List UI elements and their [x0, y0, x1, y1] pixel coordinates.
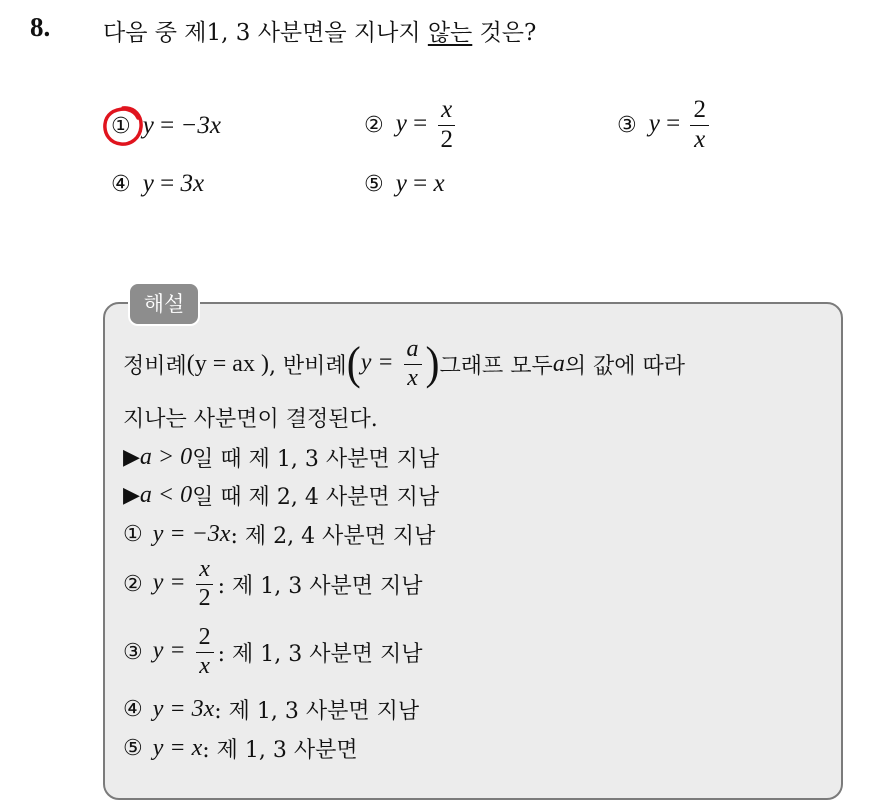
solution-line-9: [123, 733, 358, 764]
solution-l1-b: , 반비례: [268, 353, 347, 379]
solution-l2: 지나는 사분면이 결정된다.: [123, 407, 378, 432]
choice-1-mark: ①: [111, 113, 131, 139]
solution-s3-mark: ③: [123, 639, 143, 665]
solution-s3-fraction: [196, 624, 214, 680]
choice-4[interactable]: [111, 170, 204, 198]
solution-s1-math: y = −3x: [152, 521, 231, 547]
choice-2-num: x: [438, 96, 455, 126]
solution-line-6: [123, 556, 422, 612]
solution-line-8: [123, 694, 419, 725]
choice-2-mark: ②: [364, 112, 384, 138]
choice-2-eq: =: [406, 109, 434, 137]
choice-4-eq: =: [153, 170, 181, 197]
solution-l1-d: 의 값에 따라: [564, 353, 686, 379]
solution-l3-arrow: ▶: [123, 445, 140, 470]
right-paren: ): [425, 338, 440, 390]
solution-s1-mark: ①: [123, 522, 143, 547]
solution-s2-mark: ②: [123, 571, 143, 597]
solution-s3-lhs: y =: [152, 637, 192, 664]
choice-4-lhs: y: [142, 170, 154, 197]
solution-s2-lhs: y =: [152, 569, 192, 596]
solution-s5-math: y = x: [152, 735, 203, 761]
choice-2[interactable]: [364, 96, 460, 155]
solution-l4-arrow: ▶: [123, 483, 140, 508]
left-paren: (: [346, 338, 361, 390]
choice-1[interactable]: [111, 112, 221, 140]
question-text: [103, 14, 536, 47]
solution-line-1: [123, 336, 685, 392]
choice-4-rhs: 3x: [180, 170, 205, 197]
choice-5-rhs: x: [433, 170, 445, 197]
question-number: 8.: [30, 12, 51, 42]
solution-l3-math: a > 0: [139, 444, 193, 470]
choice-3-eq: =: [659, 109, 687, 137]
solution-s4-math: y = 3x: [152, 696, 215, 722]
solution-tag: 해설: [128, 282, 200, 326]
solution-l4-math: a < 0: [139, 482, 193, 508]
solution-line-7: [123, 624, 422, 680]
solution-line-3: [123, 442, 439, 473]
question-text-underlined: 않는: [427, 20, 473, 46]
solution-l1-frac-den: x: [407, 364, 418, 391]
choice-2-lhs: y: [395, 109, 407, 137]
solution-l1-a: 정비례: [123, 353, 187, 379]
solution-s5-text: : 제 1, 3 사분면: [202, 738, 358, 763]
solution-l1-fraction: [404, 336, 422, 392]
choice-2-den: 2: [440, 125, 453, 153]
solution-s2-fraction: [196, 556, 214, 612]
solution-l4-text: 일 때 제 2, 4 사분면 지남: [192, 485, 440, 510]
solution-l1-c: 그래프 모두: [439, 353, 553, 379]
solution-l1-math: (y = ax ): [186, 350, 269, 377]
solution-s4-mark: ④: [123, 697, 143, 722]
solution-s2-text: : 제 1, 3 사분면 지남: [217, 573, 423, 599]
choice-3-lhs: y: [648, 109, 660, 137]
solution-line-4: [123, 480, 439, 511]
solution-s3-den: x: [199, 652, 210, 679]
solution-s3-num: 2: [196, 624, 214, 653]
solution-s1-text: : 제 2, 4 사분면 지남: [230, 524, 436, 549]
solution-s2-num: x: [196, 556, 213, 585]
question-text-after: 것은?: [472, 20, 537, 46]
solution-line-2: [123, 402, 378, 433]
choice-5-eq: =: [406, 170, 434, 197]
choice-5-lhs: y: [395, 170, 407, 197]
choice-2-fraction: [437, 96, 456, 155]
solution-s3-text: : 제 1, 3 사분면 지남: [217, 641, 423, 667]
choice-3-fraction: [690, 96, 709, 155]
question-text-before: 다음 중 제1, 3 사분면을 지나지: [103, 20, 428, 46]
solution-line-5: [123, 519, 435, 550]
solution-l1-var: a: [552, 350, 565, 377]
choice-4-mark: ④: [111, 171, 131, 197]
solution-l1-frac-num: a: [404, 336, 422, 365]
choice-3[interactable]: [617, 96, 713, 155]
solution-s2-den: 2: [198, 584, 211, 611]
choice-5-mark: ⑤: [364, 171, 384, 197]
solution-l1-frac-lhs: y =: [360, 349, 400, 376]
solution-s4-text: : 제 1, 3 사분면 지남: [214, 699, 420, 724]
choice-3-den: x: [694, 125, 706, 153]
solution-l3-text: 일 때 제 1, 3 사분면 지남: [192, 447, 440, 472]
choice-3-num: 2: [690, 96, 709, 126]
choice-1-rhs: −3x: [180, 112, 221, 139]
choice-3-mark: ③: [617, 112, 637, 138]
choice-1-lhs: y: [142, 112, 154, 139]
solution-s5-mark: ⑤: [123, 736, 143, 761]
choice-5[interactable]: [364, 170, 445, 198]
choice-1-eq: =: [153, 112, 181, 139]
